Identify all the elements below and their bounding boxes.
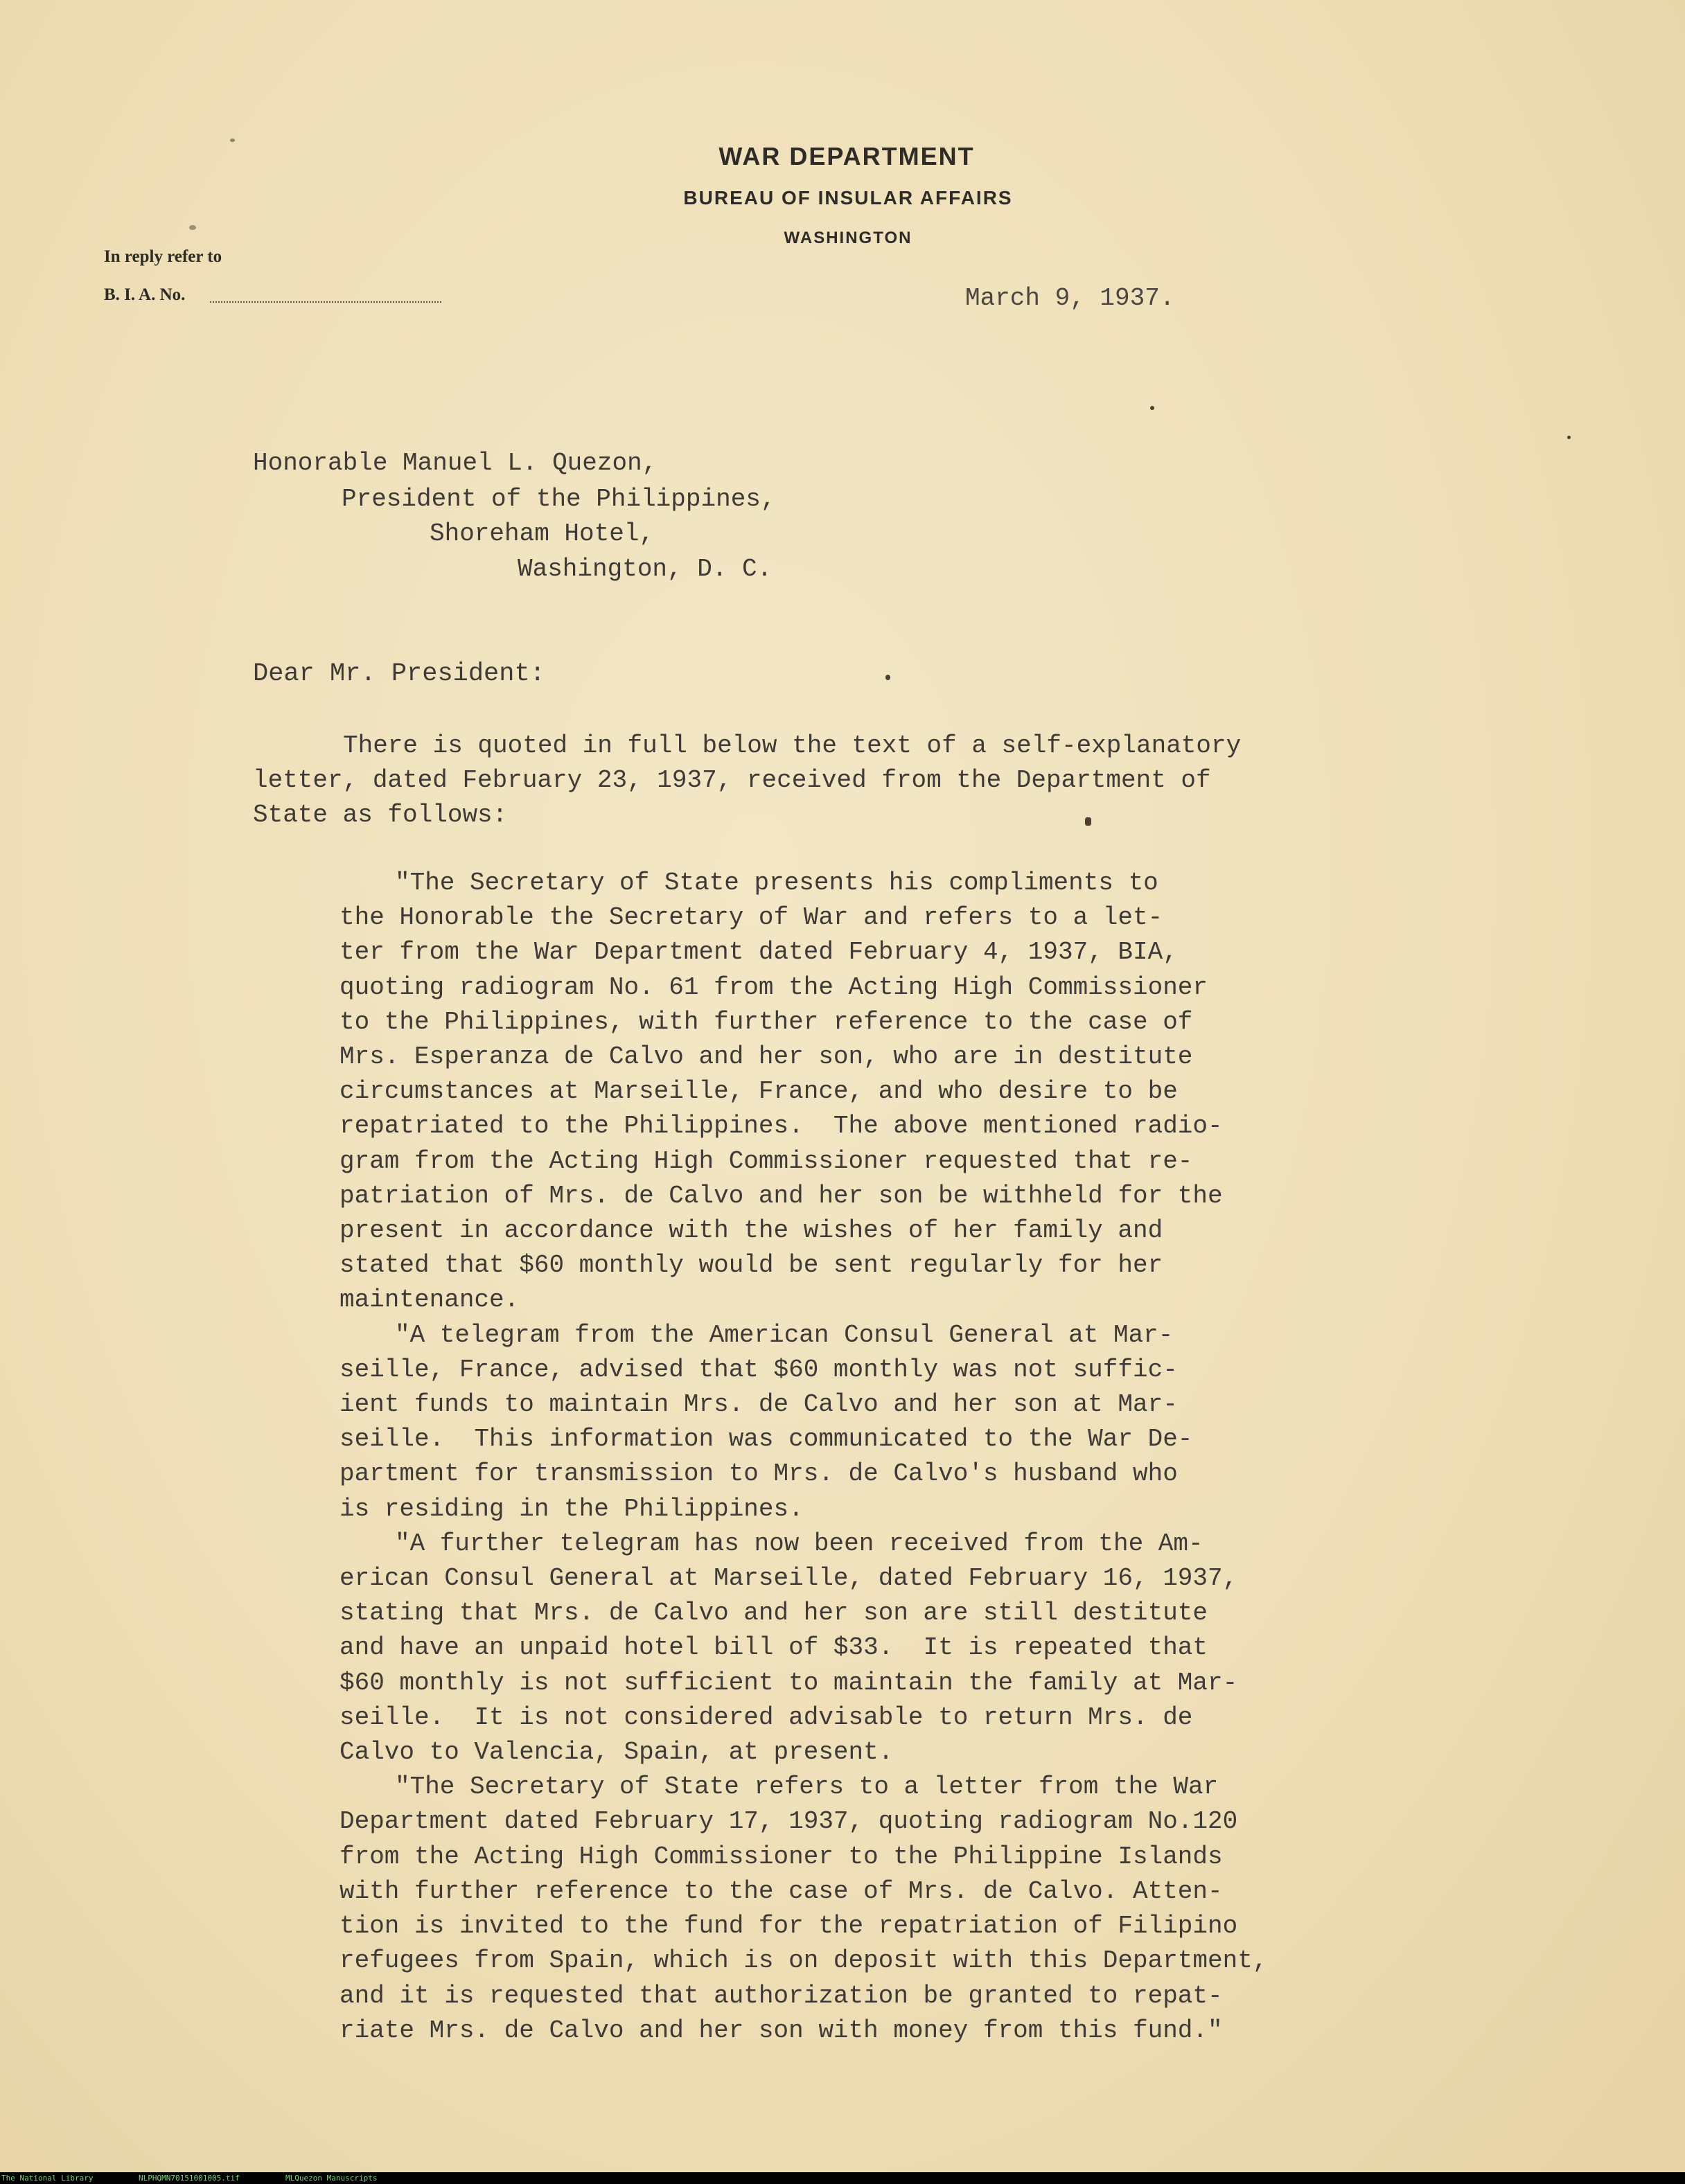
footer-file-id: NLPHQMN70151001005.tif <box>139 2174 240 2183</box>
intro-paragraph <box>253 729 1241 833</box>
quoted-line: to the Philippines, with further reference to the case of <box>339 1007 1193 1036</box>
recipient-name: Honorable Manuel L. Quezon, <box>253 449 658 477</box>
quoted-line: maintenance. <box>339 1286 520 1315</box>
quoted-line: gram from the Acting High Commissioner requested that re- <box>339 1146 1193 1175</box>
quoted-line: seille. It is not considered advisable to return Mrs. de <box>339 1703 1193 1732</box>
quoted-line: erican Consul General at Marseille, dated February 16, 1937, <box>339 1564 1238 1593</box>
recipient-title: President of the Philippines, <box>342 485 776 513</box>
footer-library: The National Library <box>1 2174 94 2183</box>
scan-footer <box>0 2172 1685 2184</box>
quoted-line: "A further telegram has now been received from the Am- <box>395 1529 1203 1558</box>
letterhead-city: WASHINGTON <box>784 229 912 247</box>
quoted-line: with further reference to the case of Mrs. de Calvo. Atten- <box>339 1876 1223 1906</box>
quoted-line: "The Secretary of State presents his compliments to <box>395 869 1158 897</box>
intro-line: letter, dated February 23, 1937, received from the Department of <box>253 766 1211 794</box>
letter-date: March 9, 1937. <box>965 284 1175 312</box>
ink-speck <box>1150 406 1154 410</box>
quoted-line: from the Acting High Commissioner to the Philippine Islands <box>339 1842 1223 1871</box>
quoted-line: Calvo to Valencia, Spain, at present. <box>339 1738 894 1767</box>
quoted-line: circumstances at Marseille, France, and who desire to be <box>339 1077 1178 1106</box>
quoted-line: "A telegram from the American Consul General at Mar- <box>395 1320 1174 1349</box>
quoted-line: present in accordance with the wishes of her family and <box>339 1216 1163 1245</box>
ink-speck <box>1567 436 1571 439</box>
quoted-line: tion is invited to the fund for the repatriation of Filipino <box>339 1912 1238 1941</box>
ink-speck <box>230 139 235 142</box>
quoted-line: and have an unpaid hotel bill of $33. It is repeated that <box>339 1633 1208 1662</box>
quoted-line: seille. This information was communicated to the War De- <box>339 1425 1193 1454</box>
quoted-line: repatriated to the Philippines. The above mentioned radio- <box>339 1112 1223 1141</box>
quoted-line: and it is requested that authorization be granted to repat- <box>339 1981 1223 2010</box>
quoted-line: ient funds to maintain Mrs. de Calvo and her son at Mar- <box>339 1390 1178 1419</box>
letterhead-department: WAR DEPARTMENT <box>718 142 975 170</box>
quoted-line: partment for transmission to Mrs. de Calvo's husband who <box>339 1459 1178 1489</box>
quoted-letter <box>339 866 1267 2048</box>
quoted-line: patriation of Mrs. de Calvo and her son be withheld for the <box>339 1181 1223 1210</box>
quoted-line: is residing in the Philippines. <box>339 1494 804 1523</box>
quoted-line: Department dated February 17, 1937, quoting radiogram No.120 <box>339 1807 1238 1836</box>
quoted-line: ter from the War Department dated February 4, 1937, BIA, <box>339 938 1178 967</box>
intro-line: There is quoted in full below the text of a self-explanatory <box>343 731 1242 760</box>
reply-refer-label: In reply refer to <box>104 247 222 266</box>
quoted-line: Mrs. Esperanza de Calvo and her son, who are in destitute <box>339 1042 1193 1072</box>
recipient-city: Washington, D. C. <box>518 555 773 583</box>
ink-speck <box>1085 817 1091 826</box>
quoted-line: refugees from Spain, which is on deposit with this Department, <box>339 1946 1268 1976</box>
ink-speck <box>885 675 890 680</box>
footer-collection: MLQuezon Manuscripts <box>285 2174 378 2183</box>
quoted-line: stated that $60 monthly would be sent regularly for her <box>339 1251 1163 1280</box>
quoted-line: stating that Mrs. de Calvo and her son are still destitute <box>339 1599 1208 1628</box>
quoted-line: quoting radiogram No. 61 from the Acting High Commissioner <box>339 973 1208 1002</box>
salutation: Dear Mr. President: <box>253 659 545 689</box>
recipient-hotel: Shoreham Hotel, <box>430 520 655 548</box>
quoted-line: seille, France, advised that $60 monthly was not suffic- <box>339 1355 1178 1384</box>
bia-number-blank <box>210 301 441 303</box>
quoted-line: riate Mrs. de Calvo and her son with money from this fund." <box>339 2016 1223 2045</box>
letterhead-bureau: BUREAU OF INSULAR AFFAIRS <box>683 187 1013 208</box>
intro-line: State as follows: <box>253 801 508 829</box>
quoted-line: the Honorable the Secretary of War and refers to a let- <box>339 903 1163 932</box>
bia-number-label: B. I. A. No. <box>104 285 186 304</box>
quoted-line: $60 monthly is not sufficient to maintain the family at Mar- <box>339 1668 1238 1697</box>
ink-speck <box>189 225 196 230</box>
quoted-line: "The Secretary of State refers to a letter from the War <box>395 1773 1219 1802</box>
